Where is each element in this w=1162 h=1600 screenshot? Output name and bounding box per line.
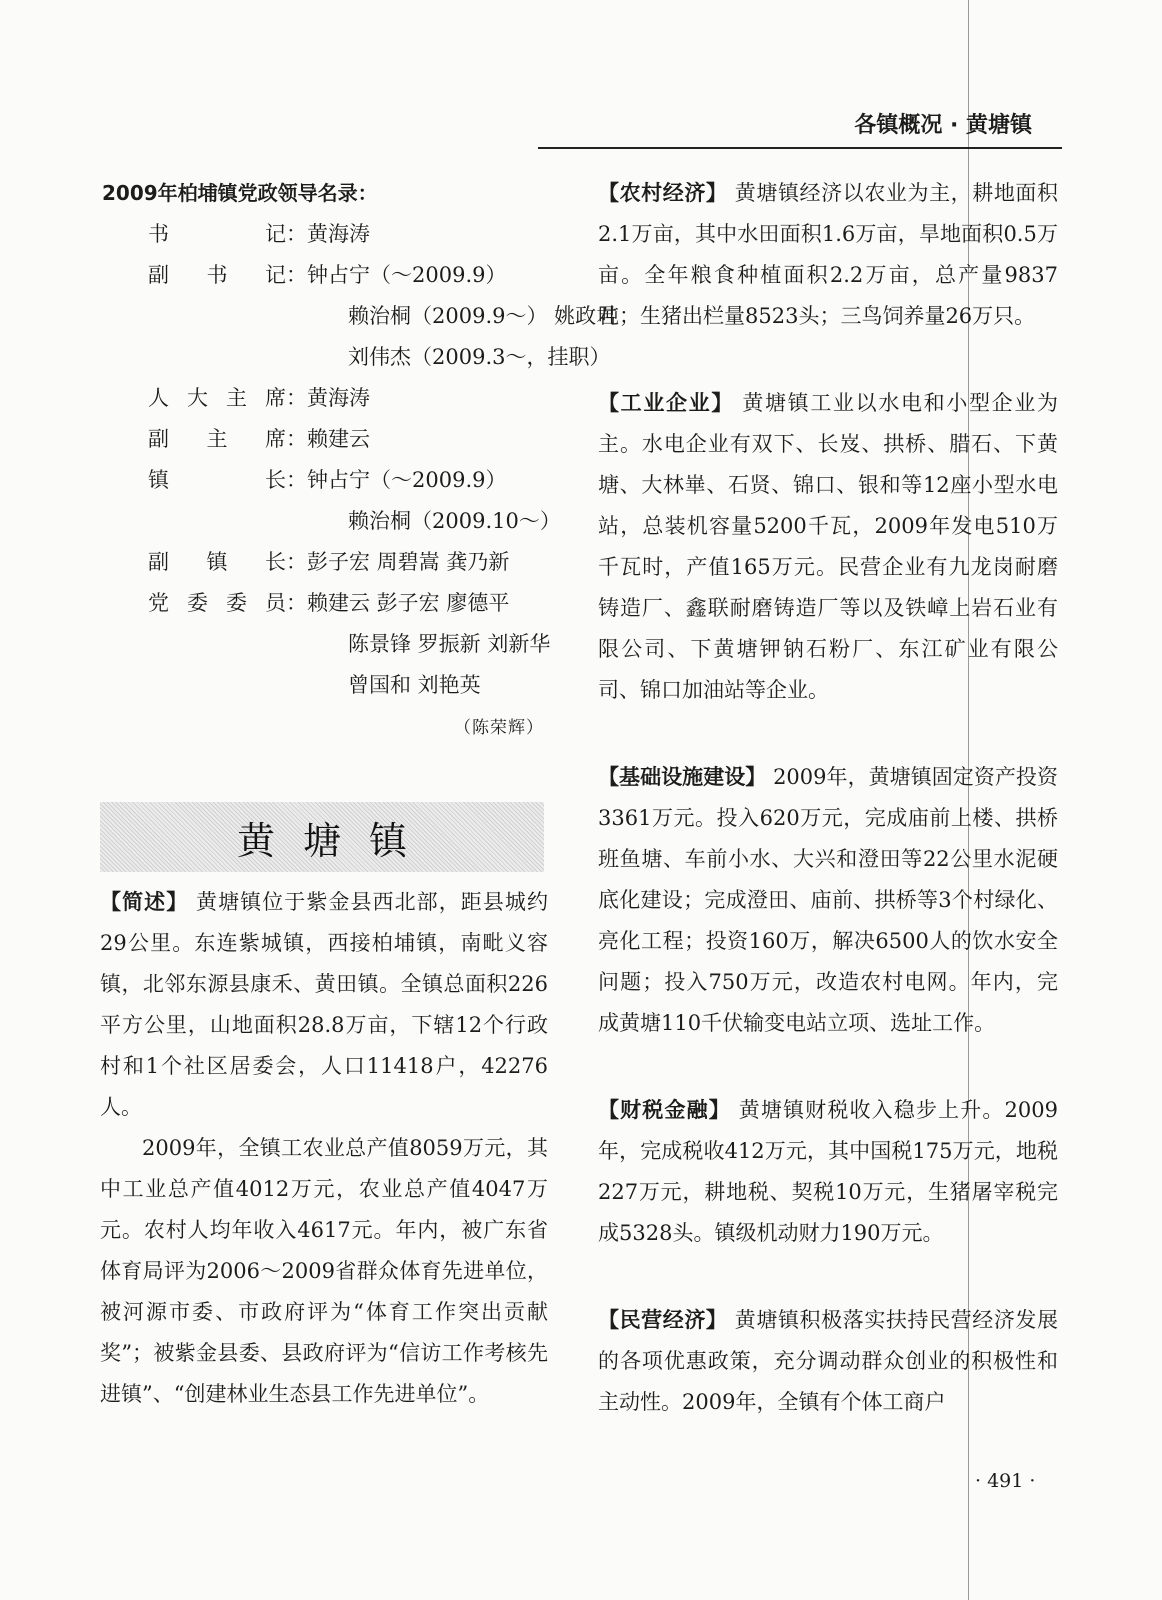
section-text: 2009年，黄塘镇固定资产投资3361万元。投入620万元，完成庙前上楼、拱桥班鱼塘、车前小水、大兴和澄田等22公里水泥硬底化建设；完成澄田、庙前、拱桥等3个村绿化、亮化工程；投资160万，解决6500人的饮水安全问题；投入750万元，改造农村电网。年内，完成黄塘110千伏输变电站立项、选址工作。 — [598, 765, 1058, 1035]
section-text: 黄塘镇经济以农业为主，耕地面积2.1万亩，其中水田面积1.6万亩，旱地面积0.5万亩。全年粮食种植面积2.2万亩，总产量9837吨；生猪出栏量8523头；三鸟饲养量26万只。 — [598, 181, 1059, 328]
summary-paragraph — [100, 882, 548, 1128]
running-header: 各镇概况 · 黄塘镇 — [854, 113, 1032, 138]
leader-role: 副书记 — [148, 263, 286, 287]
leader-row — [100, 542, 548, 583]
leader-row — [100, 214, 548, 255]
section-text: 黄塘镇工业以水电和小型企业为主。水电企业有双下、长岌、拱桥、腊石、下黄塘、大林崋、石贤、锦口、银和等12座小型水电站，总装机容量5200千瓦，2009年发电510万千瓦时，产值165万元。民营企业有九龙岗耐磨铸造厂、鑫联耐磨铸造厂等以及铁嶂上岩石业有限公司、下黄塘钾钠石粉厂、东江矿业有限公司、锦口加油站等企业。 — [598, 391, 1058, 702]
industry-section — [598, 383, 1058, 711]
leader-names: ：黄海涛 — [286, 386, 370, 410]
infrastructure-section — [598, 757, 1058, 1044]
leader-row-continuation: 赖治桐（2009.9～） 姚政君 — [348, 304, 618, 328]
section-label: 【民营经济】 — [598, 1308, 728, 1332]
section-text: 2009年，全镇工农业总产值8059万元，其中工业总产值4012万元，农业总产值4047万元。农村人均年收入4617元。年内，被广东省体育局评为2006～2009省群众体育先进单位，被河源市委、市政府评为“体育工作突出贡献奖”；被紫金县委、县政府评为“信访工作考核先进镇”、“创建林业生态县工作先进单位”。 — [100, 1136, 548, 1406]
leaders-title: 2009年柏埔镇党政领导名录： — [102, 181, 378, 205]
leader-names: ：赖建云 彭子宏 廖德平 — [286, 591, 510, 615]
private-economy-section — [598, 1300, 1058, 1423]
leader-names: ：彭子宏 周碧嵩 龚乃新 — [286, 550, 510, 574]
leader-rows — [100, 214, 618, 706]
header-rule — [538, 147, 1062, 149]
summary-paragraph-2 — [100, 1128, 548, 1415]
right-body — [598, 173, 1058, 1423]
town-name: 黄塘镇 — [236, 818, 435, 863]
leader-role: 副主席 — [148, 427, 286, 451]
leader-role: 书记 — [148, 222, 286, 246]
rural-economy-section — [598, 173, 1058, 337]
leader-row — [100, 378, 548, 419]
town-banner — [100, 802, 544, 872]
leader-names: ：钟占宁（～2009.9） — [286, 468, 507, 492]
page-number: · 491 · — [975, 1470, 1036, 1492]
section-label: 【财税金融】 — [598, 1098, 731, 1122]
section-label: 【工业企业】 — [598, 391, 734, 415]
leader-row-continuation: 曾国和 刘艳英 — [348, 673, 481, 697]
leaders-list — [100, 173, 618, 749]
section-text: 黄塘镇位于紫金县西北部，距县城约29公里。东连紫城镇，西接柏埔镇，南毗义容镇，北邻东源县康禾、黄田镇。全镇总面积226平方公里，山地面积28.8万亩，下辖12个行政村和1个社区居委会，人口11418户，42276人。 — [100, 890, 548, 1119]
section-label: 【农村经济】 — [598, 181, 728, 205]
finance-section — [598, 1090, 1058, 1254]
leader-row — [100, 419, 548, 460]
leader-role: 人大主席 — [148, 386, 286, 410]
leader-role: 副镇长 — [148, 550, 286, 574]
leader-row — [100, 255, 548, 296]
leader-names: ：钟占宁（～2009.9） — [286, 263, 507, 287]
leaders-author: （陈荣辉） — [454, 718, 544, 738]
leader-row-continuation: 赖治桐（2009.10～） — [348, 509, 561, 533]
leader-names: ：赖建云 — [286, 427, 370, 451]
section-text: 黄塘镇积极落实扶持民营经济发展的各项优惠政策，充分调动群众创业的积极性和主动性。2009年，全镇有个体工商户 — [598, 1308, 1059, 1414]
section-label: 【简述】 — [100, 890, 189, 914]
leader-row-continuation: 陈景锋 罗振新 刘新华 — [348, 632, 551, 656]
left-body — [100, 882, 548, 1415]
leader-role: 镇长 — [148, 468, 286, 492]
leader-row — [100, 460, 548, 501]
leader-row-continuation: 刘伟杰（2009.3～，挂职） — [348, 345, 611, 369]
leader-row — [100, 583, 548, 624]
leader-role: 党委委员 — [148, 591, 286, 615]
leader-names: ：黄海涛 — [286, 222, 370, 246]
section-text: 黄塘镇财税收入稳步上升。2009年，完成税收412万元，其中国税175万元，地税227万元，耕地税、契税10万元，生猪屠宰税完成5328头。镇级机动财力190万元。 — [598, 1098, 1058, 1245]
section-label: 【基础设施建设】 — [598, 765, 767, 789]
